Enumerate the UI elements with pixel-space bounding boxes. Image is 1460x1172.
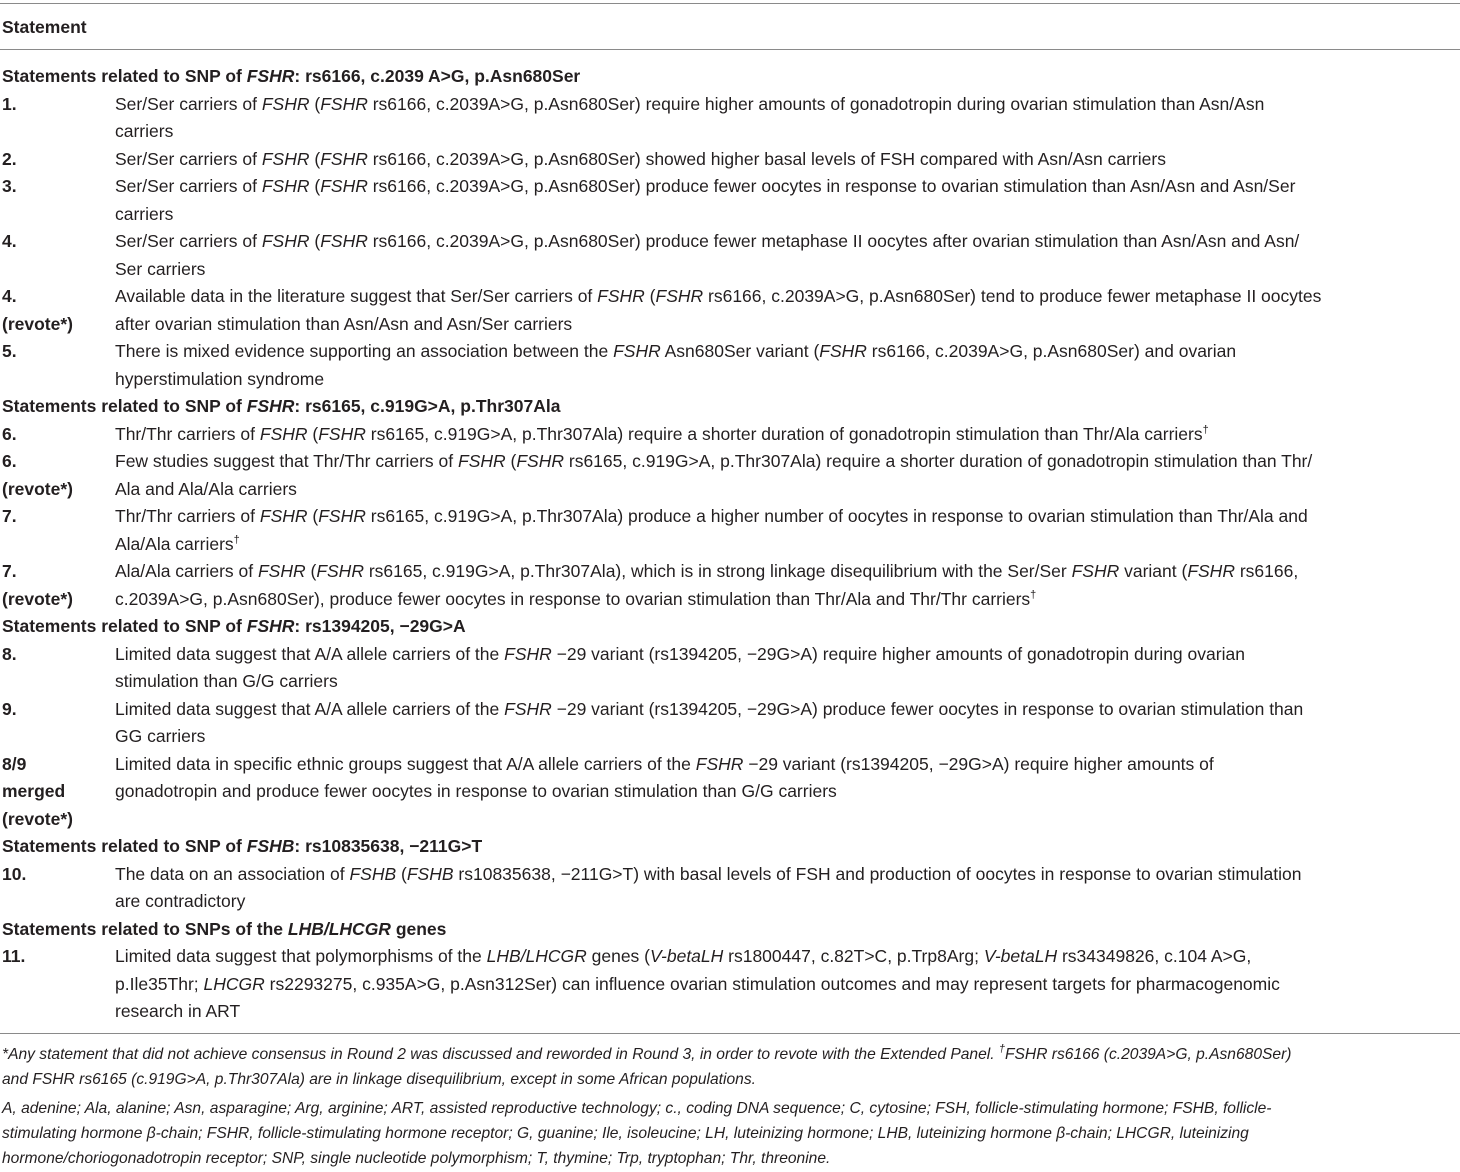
column-header-statement: Statement	[2, 17, 87, 37]
statement-text: carriers	[115, 121, 174, 141]
statement-text: Few studies suggest that Thr/Thr carriers of FSHR (FSHR rs6165, c.919G>A, p.Thr307Ala) require a shorter duration of gonadotropin stimulation than Thr/	[115, 451, 1313, 471]
section-heading: Statements related to SNP of FSHB: rs10835638, −211G>T	[2, 836, 483, 856]
footnote-line: stimulating hormone β-chain; FSHR, follicle-stimulating hormone receptor; G, guanine; Ile, isoleucine; LH, luteinizing hormone; LHB, luteinizing hormone β-chain; LHCGR, luteinizing	[2, 1125, 1249, 1142]
section-heading: Statements related to SNPs of the LHB/LHCGR genes	[2, 918, 447, 939]
statement-text: Available data in the literature suggest that Ser/Ser carriers of FSHR (FSHR rs6166, c.2039A>G, p.Asn680Ser) tend to produce fewer metaphase II oocytes	[115, 286, 1322, 306]
statement-number: 6. (revote*)	[2, 451, 73, 499]
statement-text: Thr/Thr carriers of FSHR (FSHR rs6165, c.919G>A, p.Thr307Ala) produce a higher number of oocytes in response to ovarian stimulation than Thr/Ala and	[115, 506, 1308, 526]
statement-text: Ala/Ala carriers†	[115, 533, 240, 554]
statement-number: 6.	[2, 423, 17, 444]
statement-text: carriers	[115, 203, 174, 224]
statement-text: GG carriers	[115, 726, 206, 746]
statement-number: 7. (revote*)	[2, 561, 73, 609]
statement-number: 3.	[2, 176, 17, 196]
statement-number: 4. (revote*)	[2, 286, 73, 334]
section-heading: Statements related to SNP of FSHR: rs6165, c.919G>A, p.Thr307Ala	[2, 396, 561, 416]
statement-text: Ala and Ala/Ala carriers	[115, 478, 297, 499]
statement-text: Ser/Ser carriers of FSHR (FSHR rs6166, c.2039A>G, p.Asn680Ser) showed higher basal levels of FSH compared with Asn/Asn carriers	[115, 148, 1166, 169]
section-heading: Statements related to SNP of FSHR: rs6166, c.2039 A>G, p.Asn680Ser	[2, 66, 581, 86]
statement-number: 9.	[2, 698, 17, 719]
footnote-line: hormone/choriogonadotropin receptor; SNP, single nucleotide polymorphism; T, thymine; Trp, tryptophan; Thr, threonine.	[2, 1150, 831, 1167]
statement-number: 8/9 merged (revote*)	[2, 753, 73, 829]
statement-text: Ser/Ser carriers of FSHR (FSHR rs6166, c.2039A>G, p.Asn680Ser) produce fewer metaphase II oocytes after ovarian stimulation than Asn/Asn and Asn/	[115, 231, 1300, 251]
statement-text: are contradictory	[115, 891, 246, 911]
statement-number: 11.	[2, 946, 26, 966]
statement-number: 4.	[2, 231, 17, 251]
footnote-line: *Any statement that did not achieve consensus in Round 2 was discussed and reworded in Round 3, in order to revote with the Extended Panel. †FSHR rs6166 (c.2039A>G, p.Asn680Ser)	[2, 1043, 1292, 1063]
footnote-line: and FSHR rs6165 (c.919G>A, p.Thr307Ala) are in linkage disequilibrium, except in some African populations.	[2, 1071, 756, 1088]
footnote-line: A, adenine; Ala, alanine; Asn, asparagine; Arg, arginine; ART, assisted reproductive technology; c., coding DNA sequence; C, cytosine; FSH, follicle-stimulating hormone; FSHB, follicle-	[2, 1100, 1272, 1117]
statement-text: stimulation than G/G carriers	[115, 671, 338, 691]
statement-text: Thr/Thr carriers of FSHR (FSHR rs6165, c.919G>A, p.Thr307Ala) require a shorter duration of gonadotropin stimulation than Thr/Ala carriers†	[115, 423, 1209, 444]
statement-number: 7.	[2, 506, 17, 526]
statement-text: c.2039A>G, p.Asn680Ser), produce fewer oocytes in response to ovarian stimulation than Thr/Ala and Thr/Thr carriers†	[115, 588, 1037, 609]
header-rule	[0, 49, 1460, 50]
statement-text: research in ART	[115, 1001, 241, 1021]
statement-text: Limited data suggest that A/A allele carriers of the FSHR −29 variant (rs1394205, −29G>A) require higher amounts of gonadotropin during ovarian	[115, 643, 1245, 664]
section-heading: Statements related to SNP of FSHR: rs1394205, −29G>A	[2, 616, 466, 636]
statement-text: Limited data in specific ethnic groups suggest that A/A allele carriers of the FSHR −29 variant (rs1394205, −29G>A) require higher amounts of	[115, 753, 1214, 774]
table-top-rule	[0, 3, 1460, 4]
statement-text: Ser/Ser carriers of FSHR (FSHR rs6166, c.2039A>G, p.Asn680Ser) produce fewer oocytes in response to ovarian stimulation than Asn/Asn and Asn/Ser	[115, 176, 1296, 196]
table-bottom-rule	[0, 1033, 1460, 1034]
statement-text: gonadotropin and produce fewer oocytes in response to ovarian stimulation than G/G carriers	[115, 781, 837, 801]
statement-text: The data on an association of FSHB (FSHB rs10835638, −211G>T) with basal levels of FSH and production of oocytes in response to ovarian stimulation	[115, 863, 1302, 884]
statement-text: after ovarian stimulation than Asn/Asn and Asn/Ser carriers	[115, 313, 573, 334]
statement-text: Ser/Ser carriers of FSHR (FSHR rs6166, c.2039A>G, p.Asn680Ser) require higher amounts of gonadotropin during ovarian stimulation than Asn/Asn	[115, 93, 1265, 114]
statement-text: p.Ile35Thr; LHCGR rs2293275, c.935A>G, p.Asn312Ser) can influence ovarian stimulation outcomes and may represent targets for pharmacogenomic	[115, 973, 1280, 994]
statement-number: 1.	[2, 93, 17, 114]
statement-number: 10.	[2, 863, 27, 884]
statement-number: 2.	[2, 148, 17, 169]
statement-text: hyperstimulation syndrome	[115, 368, 325, 389]
statement-number: 8.	[2, 643, 17, 664]
statement-text: Ala/Ala carriers of FSHR (FSHR rs6165, c.919G>A, p.Thr307Ala), which is in strong linkage disequilibrium with the Ser/Ser FSHR variant (FSHR rs6166,	[115, 561, 1299, 581]
statement-text: Ser carriers	[115, 258, 206, 279]
statement-text: There is mixed evidence supporting an association between the FSHR Asn680Ser variant (FSHR rs6166, c.2039A>G, p.Asn680Ser) and ovarian	[115, 341, 1237, 361]
statement-text: Limited data suggest that A/A allele carriers of the FSHR −29 variant (rs1394205, −29G>A) produce fewer oocytes in response to ovarian stimulation than	[115, 698, 1304, 719]
statement-number: 5.	[2, 341, 17, 361]
statement-text: Limited data suggest that polymorphisms of the LHB/LHCGR genes (V-betaLH rs1800447, c.82T>C, p.Trp8Arg; V-betaLH rs34349826, c.104 A>G,	[115, 946, 1252, 966]
